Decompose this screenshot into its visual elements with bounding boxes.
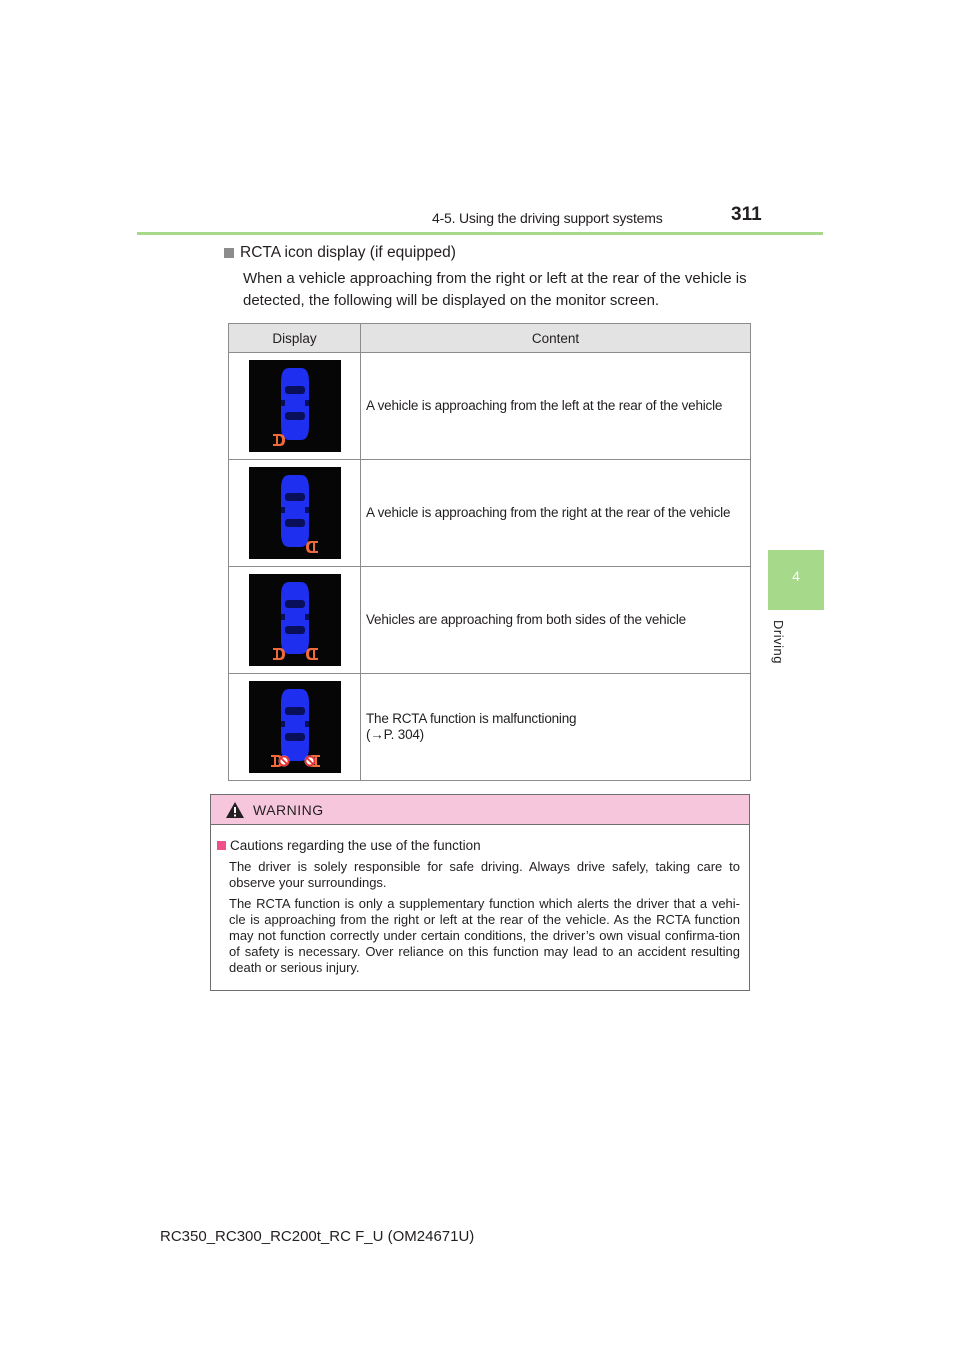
chapter-tab-label: Driving (771, 620, 786, 664)
rcta-right-icon (249, 467, 341, 559)
warning-body (229, 859, 740, 981)
content-cell: A vehicle is approaching from the left at the rear of the vehicle (361, 353, 751, 460)
warning-subheading-text: Cautions regarding the use of the function (230, 838, 481, 853)
square-bullet-icon (224, 248, 234, 258)
rcta-left-icon (249, 360, 341, 452)
content-cell: A vehicle is approaching from the right at the rear of the vehicle (361, 460, 751, 567)
column-header-display: Display (229, 324, 361, 353)
warning-title: WARNING (253, 801, 324, 818)
table-header-row (229, 324, 751, 353)
content-text: The RCTA function is malfunctioning (366, 711, 577, 726)
header-rule (137, 232, 823, 235)
table-row (229, 460, 751, 567)
table-row (229, 674, 751, 781)
rcta-malfunction-icon (249, 681, 341, 773)
display-cell (229, 674, 361, 781)
page-number: 311 (731, 204, 762, 225)
warning-paragraph: The driver is solely responsible for safe driving. Always drive safely, taking care to observe your surroundings. (229, 859, 740, 890)
rcta-display-table (228, 323, 751, 781)
display-cell (229, 567, 361, 674)
page-reference: (→P. 304) (366, 727, 424, 742)
table-row (229, 567, 751, 674)
content-cell: Vehicles are approaching from both sides of the vehicle (361, 567, 751, 674)
chapter-tab-number: 4 (792, 568, 800, 584)
table-row (229, 353, 751, 460)
warning-paragraph: The RCTA function is only a supplementary function which alerts the driver that a vehi-cle is approaching from the right or left at the rear of the vehicle. As the RCTA function may not function correctly under certain conditions, the driver’s own visual confirma-tion of safety is necessary. Over reliance on this function may lead to an accident resulting death or serious injury. (229, 896, 740, 975)
column-header-content: Content (361, 324, 751, 353)
content-cell (361, 674, 751, 781)
rcta-both-icon (249, 574, 341, 666)
footer-model-code: RC350_RC300_RC200t_RC F_U (OM24671U) (160, 1228, 475, 1245)
warning-subheading (217, 838, 481, 853)
section-heading-text: RCTA icon display (if equipped) (240, 244, 456, 261)
display-cell (229, 353, 361, 460)
pink-square-bullet-icon (217, 841, 226, 850)
warning-triangle-icon (225, 801, 245, 819)
header-section-title: 4-5. Using the driving support systems (432, 210, 663, 226)
display-cell (229, 460, 361, 567)
warning-header (211, 795, 749, 825)
warning-box (210, 794, 750, 991)
section-intro: When a vehicle approaching from the right or left at the rear of the vehicle is detected, the following will be displayed on the monitor screen. (243, 270, 747, 309)
section-heading (224, 244, 456, 262)
